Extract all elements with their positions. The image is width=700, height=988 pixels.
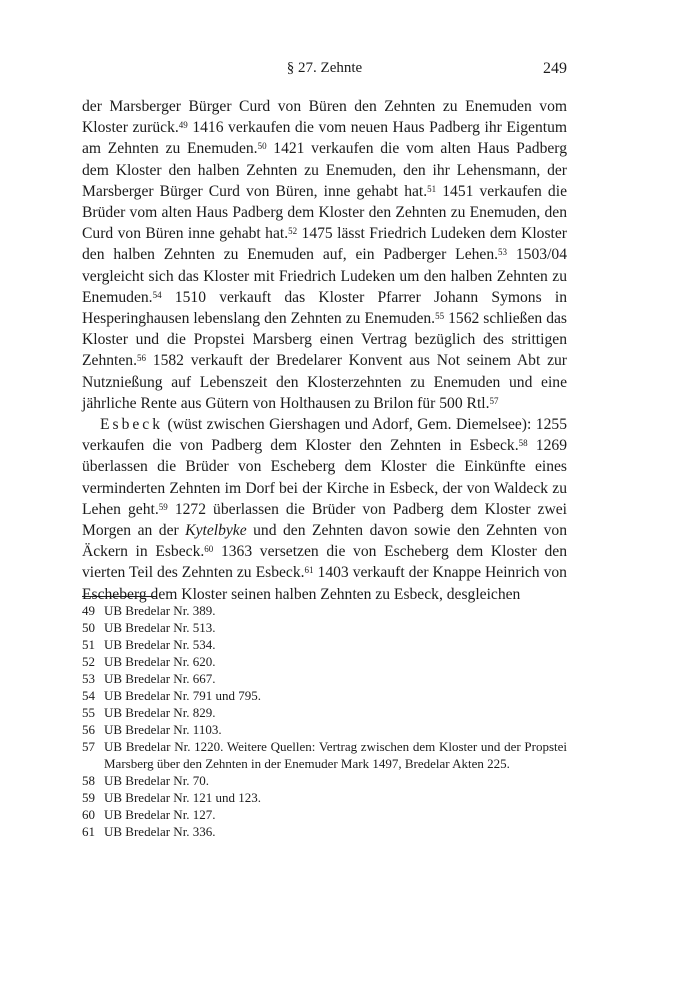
footnote-text: UB Bredelar Nr. 121 und 123. (104, 790, 262, 805)
footnote-ref: 57 (489, 395, 499, 406)
running-head: § 27. Zehnte (286, 60, 363, 76)
footnote-ref: 61 (304, 565, 314, 576)
footnote-text: UB Bredelar Nr. 70. (104, 773, 210, 788)
text-run: (wüst zwischen Giershagen und Adorf, Gem. Diemelsee): 1255 verkaufen die von Padberg dem Kloster den Zehnten in Esbeck. (82, 416, 567, 455)
text-run: 1403 verkauft der Knappe Heinrich von Escheberg dem Kloster seinen halben Zehnten zu Esbeck, desgleichen (82, 564, 567, 603)
footnote (82, 806, 567, 823)
text-run: 1421 verkaufen die vom alten Haus Padberg dem Kloster den halben Zehnten zu Enemuden, den ihr Lehensmann, der Marsberger Bürger Curd von Büren, inne gehabt hat. (82, 140, 567, 200)
footnote-text: UB Bredelar Nr. 1103. (104, 722, 222, 737)
text-run: 1582 verkauft der Bredelarer Konvent aus Not seinem Abt zur Nutznießung auf Lebenszeit den Klosterzehnten zu Enemuden und eine jährliche Rente aus Gütern von Holthausen zu Brilon für 500 Rtl. (82, 352, 567, 412)
footnote (82, 738, 567, 772)
footnotes (82, 602, 567, 840)
footnote-ref: 56 (137, 353, 146, 364)
text-run: und den Zehnten davon sowie den Zehnten von Äckern in Esbeck. (82, 522, 567, 561)
footnote (82, 653, 567, 670)
footnote-number: 57 (82, 739, 95, 754)
footnote-text: UB Bredelar Nr. 127. (104, 807, 216, 822)
page-header (82, 60, 567, 84)
footnote-text: UB Bredelar Nr. 1220. Weitere Quellen: Vertrag zwischen dem Kloster und der Propstei Marsberg über den Zehnten in der Enemuder Mark 1497, Bredelar Akten 225. (104, 739, 567, 771)
footnote-ref: 52 (288, 226, 298, 237)
text-run: 1269 überlassen die Brüder von Escheberg dem Kloster die Einkünfte eines verminderten Zehnten im Dorf bei der Kirche in Esbeck, der von Waldeck zu Lehen geht. (82, 437, 567, 518)
footnote-ref: 50 (257, 141, 267, 152)
text-run: 1451 verkaufen die Brüder vom alten Haus Padberg dem Kloster den Zehnten zu Enemuden, den Curd von Büren inne gehabt hat. (82, 182, 567, 243)
footnote-text: UB Bredelar Nr. 829. (104, 705, 216, 720)
footnote-number: 54 (82, 688, 95, 703)
text-run: 1562 schließen das Kloster und die Propstei Marsberg einen Vertrag bezüglich des strittigen Zehnten. (82, 310, 567, 370)
footnote-number: 56 (82, 722, 95, 737)
footnote-number: 55 (82, 705, 95, 720)
footnote-number: 49 (82, 603, 95, 618)
footnote-text: UB Bredelar Nr. 534. (104, 637, 216, 652)
footnote (82, 619, 567, 636)
footnote (82, 602, 567, 619)
footnote-number: 51 (82, 637, 95, 652)
body-text (82, 96, 567, 605)
footnote-number: 52 (82, 654, 95, 669)
text-run: 1363 versetzen die von Escheberg dem Kloster den vierten Teil des Zehnten zu Esbeck. (82, 543, 567, 582)
footnote-number: 50 (82, 620, 95, 635)
footnote-ref: 59 (158, 501, 168, 512)
body-paragraph (82, 96, 567, 414)
spaced-keyword: Esbeck (100, 416, 164, 434)
footnote-rule (82, 596, 156, 597)
footnote-ref: 60 (204, 544, 214, 555)
footnote-ref: 49 (178, 120, 188, 131)
footnote-text: UB Bredelar Nr. 791 und 795. (104, 688, 262, 703)
footnote-text: UB Bredelar Nr. 389. (104, 603, 216, 618)
text-run: 1503/04 vergleicht sich das Kloster mit Friedrich Ludeken um den halben Zehnten zu Enemuden. (82, 246, 567, 306)
footnote-text: UB Bredelar Nr. 513. (104, 620, 216, 635)
footnote (82, 704, 567, 721)
footnote (82, 789, 567, 806)
footnote (82, 687, 567, 704)
footnote-text: UB Bredelar Nr. 336. (104, 824, 216, 839)
text-run: 1510 verkauft das Kloster Pfarrer Johann Symons in Hesperinghausen lebenslang den Zehnten zu Enemuden. (82, 288, 567, 328)
body-paragraph (82, 414, 567, 605)
text-run: 1272 überlassen die Brüder von Padberg dem Kloster zwei Morgen an der (82, 500, 567, 540)
footnote (82, 721, 567, 738)
italic-text: Kytelbyke (185, 522, 247, 540)
footnote-number: 58 (82, 773, 95, 788)
footnote-text: UB Bredelar Nr. 620. (104, 654, 216, 669)
text-run: 1416 verkaufen die vom neuen Haus Padberg ihr Eigentum am Zehnten zu Enemuden. (82, 119, 567, 158)
footnote-number: 59 (82, 790, 95, 805)
text-run: der Marsberger Bürger Curd von Büren den Zehnten zu Enemuden vom Kloster zurück. (82, 98, 567, 137)
footnote-ref: 51 (427, 183, 437, 194)
footnote-number: 61 (82, 824, 95, 839)
footnote-ref: 53 (498, 247, 508, 258)
footnote-ref: 55 (435, 311, 445, 322)
footnote-ref: 58 (518, 438, 528, 449)
footnote-number: 53 (82, 671, 95, 686)
footnote (82, 636, 567, 653)
page-number: 249 (543, 60, 567, 77)
footnote-text: UB Bredelar Nr. 667. (104, 671, 216, 686)
footnote (82, 823, 567, 840)
footnote (82, 772, 567, 789)
footnote-number: 60 (82, 807, 95, 822)
footnote-ref: 54 (152, 289, 162, 300)
text-run: 1475 lässt Friedrich Ludeken dem Kloster den halben Zehnten zu Enemuden auf, ein Padberger Lehen. (82, 225, 567, 264)
footnote (82, 670, 567, 687)
